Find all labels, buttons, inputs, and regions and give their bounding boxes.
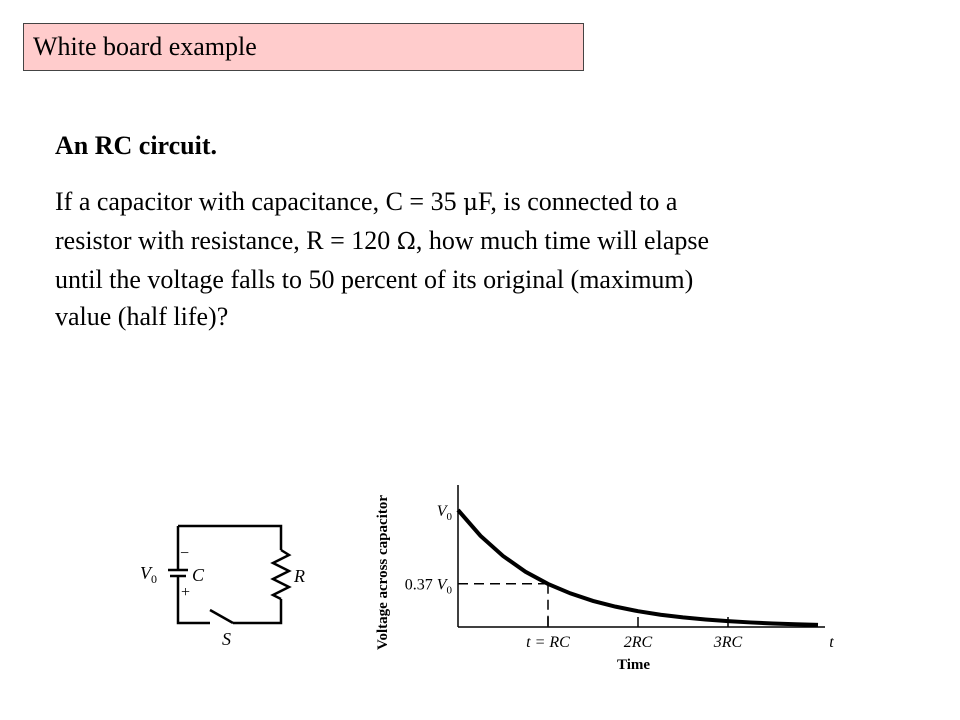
problem-line-3: until the voltage falls to 50 percent of its original (maximum) [55,265,694,294]
switch-blade [210,610,233,623]
mu-symbol: μ [463,190,479,216]
plus-sign: + [181,584,191,601]
rc-circuit-diagram [130,510,330,650]
resistor-zigzag [273,550,289,599]
problem-statement [55,183,875,335]
y-tick-label-1: 0.37 $V_0$ [404,576,452,597]
line1-text-b: F, is connected to a [478,187,678,216]
line1-text-a: If a capacitor with capacitance, C = 35 [55,187,464,216]
y-tick-label-0: $V_0$ [436,503,452,523]
problem-heading: An RC circuit. [55,131,218,160]
x-tick-label-3: t [829,634,834,651]
x-axis-label: Time [617,657,651,673]
discharge-curve [458,510,818,625]
resistor-label: R [294,566,305,586]
problem-line-2 [55,222,875,261]
problem-line-1 [55,183,875,222]
x-tick-label-2: 3RC [713,634,743,651]
slide-title-box [23,23,584,71]
discharge-chart [360,455,834,680]
omega-symbol: Ω [396,229,416,255]
circuit-wire-top [178,526,281,562]
capacitor-symbol [168,562,188,582]
slide-title: White board example [33,32,257,61]
circuit-wire-right-bottom [233,599,281,623]
y-axis-label: Voltage across capacitor [375,495,391,650]
capacitor-label: C [192,565,205,585]
minus-sign: − [180,545,190,562]
switch-label: S [222,629,231,649]
line2-text-b: , how much time will elapse [415,226,710,255]
x-tick-label-0: t = RC [526,634,570,651]
problem-line-4: value (half life)? [55,302,229,331]
v0-label: $V_0$ [140,563,157,586]
x-tick-label-1: 2RC [623,634,653,651]
line2-text-a: resistor with resistance, R = 120 [55,226,397,255]
